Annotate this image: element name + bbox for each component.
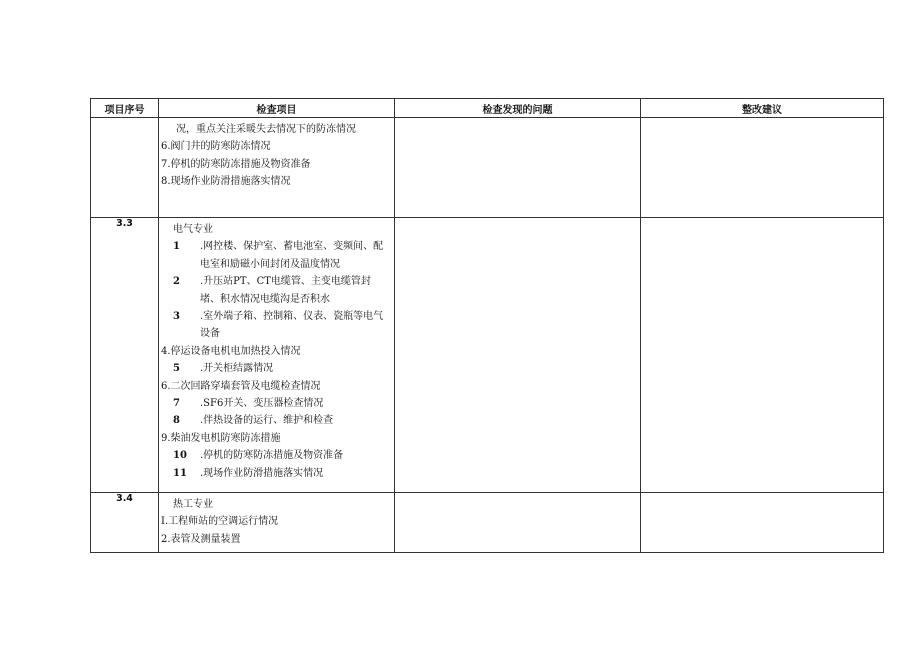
- check-item-line: 况，重点关注采暖失去情况下的防冻情况: [176, 124, 356, 135]
- table-header-row: [91, 99, 884, 118]
- check-sub-item: 7 .SF6开关、变压器检查情况: [173, 398, 324, 410]
- check-sub-item: 11 .现场作业防滑措施落实情况: [173, 467, 324, 479]
- check-sub-item: 6.二次回路穿墙套管及电缆检查情况: [161, 380, 321, 392]
- check-item-line: 6.阀门井的防寒防冻情况: [161, 141, 271, 153]
- check-item-line: 2.表管及测量装置: [161, 533, 241, 545]
- check-item-cell: [159, 218, 395, 493]
- header-suggestions: 整改建议: [641, 99, 884, 118]
- check-item-cell: [159, 493, 395, 553]
- row-number: 3.3: [91, 218, 159, 493]
- table-row: [91, 493, 884, 553]
- findings-cell[interactable]: [395, 218, 641, 493]
- check-sub-item: 5 .开关柜结露情况: [173, 363, 274, 375]
- suggestion-cell[interactable]: [641, 218, 884, 493]
- check-sub-item: 3 .室外端子箱、控制箱、仪表、瓷瓶等电气设备: [173, 311, 384, 340]
- check-item-line: 7.停机的防寒防冻措施及物资准备: [161, 158, 311, 170]
- check-sub-item: 4.停运设备电机电加热投入情况: [161, 345, 301, 357]
- suggestion-cell[interactable]: [641, 493, 884, 553]
- findings-cell[interactable]: [395, 493, 641, 553]
- section-title: 电气专业: [173, 224, 213, 235]
- table-row: [91, 118, 884, 218]
- check-sub-item: 9.柴油发电机防寒防冻措施: [161, 432, 281, 444]
- check-item-line: I.工程师站的空调运行情况: [161, 516, 279, 528]
- check-item-line: 8.现场作业防滑措施落实情况: [161, 176, 291, 188]
- findings-cell[interactable]: [395, 118, 641, 218]
- header-check-item: 检查项目: [159, 99, 395, 118]
- table-row: [91, 218, 884, 493]
- header-item-number: 项目序号: [91, 99, 159, 118]
- section-title: 热工专业: [173, 499, 213, 510]
- check-sub-item: 2 .升压站PT、CT电缆管、主变电缆管封堵、积水情况电缆沟是否积水: [173, 276, 371, 305]
- check-sub-item: 10 .停机的防寒防冻措施及物资准备: [173, 450, 344, 462]
- row-number: 3.4: [91, 493, 159, 553]
- check-sub-item: 1 .网控楼、保护室、蓄电池室、变频间、配电室和励磁小间封闭及温度情况: [173, 241, 384, 270]
- check-item-cell: [159, 118, 395, 218]
- inspection-table: [90, 98, 884, 553]
- suggestion-cell[interactable]: [641, 118, 884, 218]
- header-findings: 检查发现的问题: [395, 99, 641, 118]
- check-sub-item: 8 .伴热设备的运行、维护和检查: [173, 415, 334, 427]
- row-number: [91, 118, 159, 218]
